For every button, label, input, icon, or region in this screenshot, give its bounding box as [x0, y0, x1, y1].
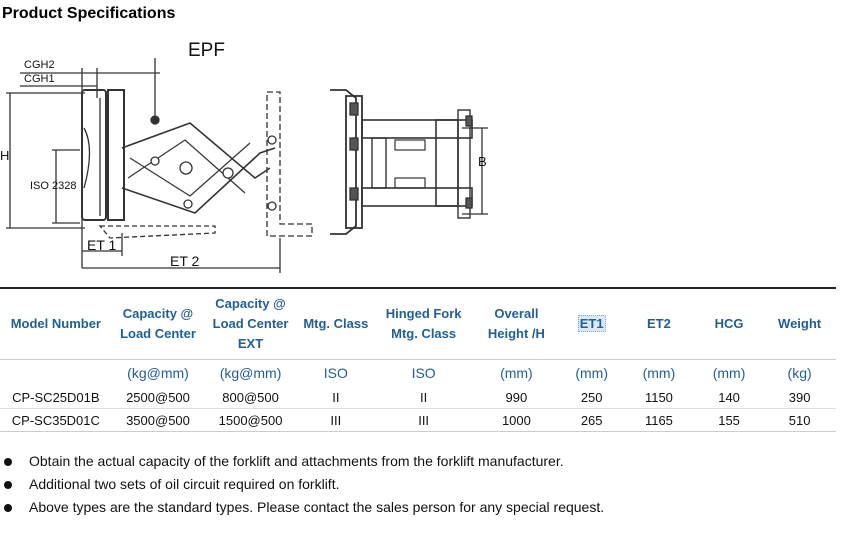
header-et2: ET2: [623, 288, 695, 360]
model-cell: CP-SC35D01C: [0, 409, 112, 432]
bullet-icon: [4, 481, 12, 489]
list-item: [0, 496, 842, 519]
weight-cell: 510: [763, 409, 836, 432]
header-overall-height: Overall Height /H: [472, 288, 560, 360]
capacity-cell: 2500@500: [112, 386, 205, 409]
overall-height-cell: 990: [472, 386, 560, 409]
overall-height-cell: 1000: [472, 409, 560, 432]
model-cell: CP-SC25D01B: [0, 386, 112, 409]
header-capacity: Capacity @ Load Center: [112, 288, 205, 360]
capacity-ext-cell: 800@500: [204, 386, 297, 409]
note-text: Obtain the actual capacity of the forklift and attachments from the forklift manufacturer.: [29, 453, 564, 469]
cgh2-label: CGH2: [24, 59, 55, 71]
et2-cell: 1165: [623, 409, 695, 432]
header-hinged-fork-mtg-class: Hinged Fork Mtg. Class: [375, 288, 473, 360]
table-row: [0, 386, 836, 409]
h-label: H: [0, 148, 10, 163]
bullet-icon: [4, 458, 12, 466]
notes-list: [0, 450, 842, 519]
et1-label: ET 1: [87, 237, 117, 253]
hinged-fork-cell: II: [375, 386, 473, 409]
table-row: [0, 409, 836, 432]
spec-table: [0, 287, 836, 432]
header-mtg-class: Mtg. Class: [297, 288, 375, 360]
mtg-class-cell: II: [297, 386, 375, 409]
mtg-class-cell: III: [297, 409, 375, 432]
weight-cell: 390: [763, 386, 836, 409]
side-and-front-view-drawing: [0, 28, 842, 288]
et1-cell: 250: [560, 386, 623, 409]
hcg-cell: 140: [695, 386, 763, 409]
bullet-icon: [4, 504, 12, 512]
list-item: [0, 473, 842, 496]
unit-cell: (kg): [763, 360, 836, 387]
header-weight: Weight: [763, 288, 836, 360]
et1-cell: 265: [560, 409, 623, 432]
iso-label: ISO 2328: [30, 180, 77, 192]
unit-cell: (mm): [472, 360, 560, 387]
unit-cell: (mm): [560, 360, 623, 387]
list-item: [0, 450, 842, 473]
et1-header-text: ET1: [579, 316, 604, 331]
unit-cell: (kg@mm): [204, 360, 297, 387]
unit-cell: [0, 360, 112, 387]
capacity-ext-cell: 1500@500: [204, 409, 297, 432]
unit-cell: (kg@mm): [112, 360, 205, 387]
unit-cell: ISO: [375, 360, 473, 387]
header-et1: [560, 288, 623, 360]
capacity-cell: 3500@500: [112, 409, 205, 432]
note-text: Additional two sets of oil circuit required on forklift.: [29, 476, 340, 492]
hcg-cell: 155: [695, 409, 763, 432]
unit-cell: (mm): [623, 360, 695, 387]
unit-cell: ISO: [297, 360, 375, 387]
b-label: B: [478, 154, 487, 169]
unit-cell: (mm): [695, 360, 763, 387]
cgh1-label: CGH1: [24, 73, 55, 85]
note-text: Above types are the standard types. Please contact the sales person for any special request.: [29, 499, 605, 515]
et2-label: ET 2: [170, 253, 200, 269]
header-hcg: HCG: [695, 288, 763, 360]
technical-drawing: [0, 28, 842, 288]
units-row: [0, 360, 836, 387]
et2-cell: 1150: [623, 386, 695, 409]
page-title: Product Specifications: [2, 5, 176, 22]
epf-label: EPF: [188, 40, 225, 61]
hinged-fork-cell: III: [375, 409, 473, 432]
header-capacity-ext: Capacity @ Load Center EXT: [204, 288, 297, 360]
header-model-number: Model Number: [0, 288, 112, 360]
